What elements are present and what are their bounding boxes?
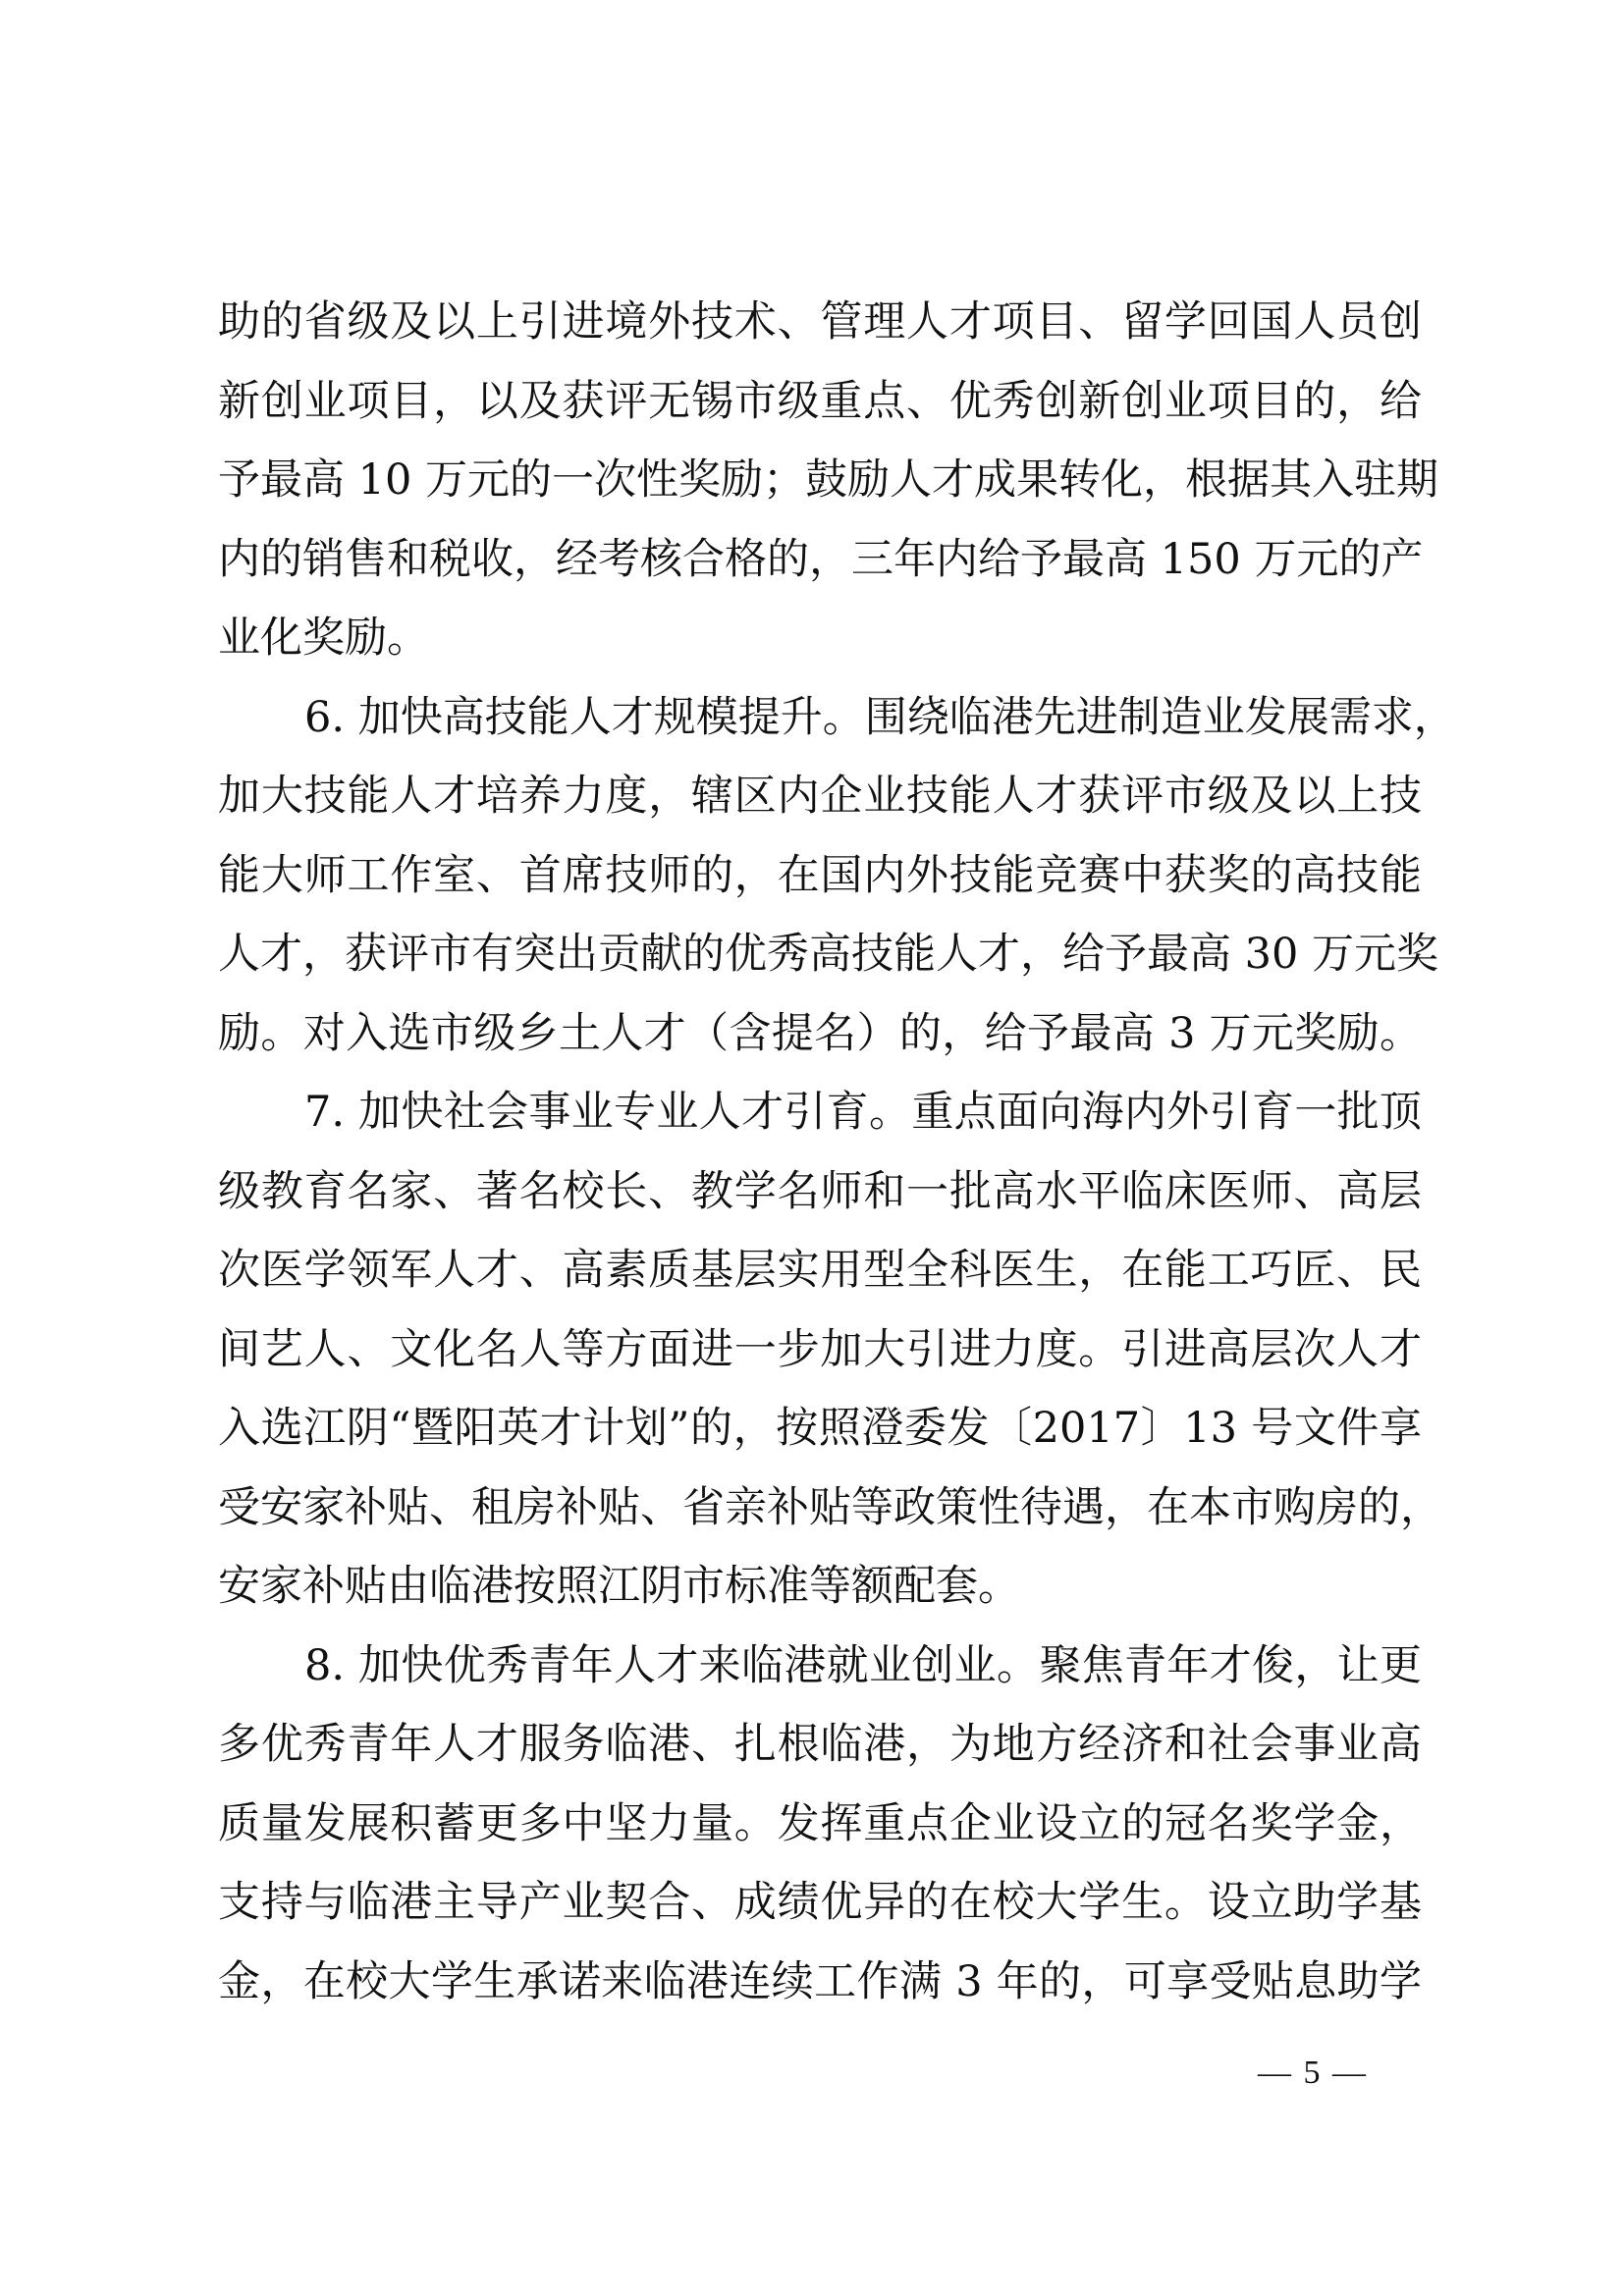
text-line: 金，在校大学生承诺来临港连续工作满 3 年的，可享受贴息助学 bbox=[218, 1956, 1422, 2006]
text-line: 质量发展积蓄更多中坚力量。发挥重点企业设立的冠名奖学金， bbox=[218, 1798, 1422, 1848]
text-line: 次医学领军人才、高素质基层实用型全科医生，在能工巧匠、民 bbox=[218, 1246, 1422, 1295]
text-line: 励。对入选市级乡土人才（含提名）的，给予最高 3 万元奖励。 bbox=[218, 1008, 1422, 1058]
text-line: 人才，获评市有突出贡献的优秀高技能人才，给予最高 30 万元奖 bbox=[218, 930, 1439, 979]
text-line: 加大技能人才培养力度，辖区内企业技能人才获评市级及以上技 bbox=[218, 772, 1422, 821]
text-line: 予最高 10 万元的一次性奖励；鼓励人才成果转化，根据其入驻期 bbox=[218, 455, 1439, 505]
text-line: 级教育名家、著名校长、教学名师和一批高水平临床医师、高层 bbox=[218, 1166, 1422, 1216]
paragraph-heading-line: 7. 加快社会事业专业人才引育。重点面向海内外引育一批顶 bbox=[304, 1088, 1422, 1137]
paragraph-8 bbox=[218, 1638, 1422, 2034]
text-line: 安家补贴由临港按照江阴市标准等额配套。 bbox=[218, 1562, 1020, 1611]
text-line: 支持与临港主导产业契合、成绩优异的在校大学生。设立助学基 bbox=[218, 1878, 1422, 1927]
paragraph-5-continued bbox=[218, 294, 1439, 690]
text-line: 多优秀青年人才服务临港、扎根临港，为地方经济和社会事业高 bbox=[218, 1720, 1422, 1769]
page-number: — 5 — bbox=[1258, 2055, 1368, 2091]
paragraph-heading-line: 6. 加快高技能人才规模提升。围绕临港先进制造业发展需求， bbox=[304, 692, 1456, 742]
text-line: 新创业项目，以及获评无锡市级重点、优秀创新创业项目的，给 bbox=[218, 376, 1422, 426]
text-line: 间艺人、文化名人等方面进一步加大引进力度。引进高层次人才 bbox=[218, 1324, 1422, 1374]
paragraph-heading-line: 8. 加快优秀青年人才来临港就业创业。聚焦青年才俊，让更 bbox=[304, 1640, 1422, 1690]
paragraph-7 bbox=[218, 1085, 1442, 1638]
text-line: 助的省级及以上引进境外技术、管理人才项目、留学回国人员创 bbox=[218, 297, 1422, 347]
text-line: 受安家补贴、租房补贴、省亲补贴等政策性待遇，在本市购房的， bbox=[218, 1482, 1442, 1532]
text-line: 内的销售和税收，经考核合格的，三年内给予最高 150 万元的产 bbox=[218, 534, 1424, 584]
text-line: 业化奖励。 bbox=[218, 614, 429, 663]
text-line: 入选江阴“暨阳英才计划”的，按照澄委发〔2017〕13 号文件享 bbox=[218, 1404, 1422, 1453]
body-text bbox=[218, 294, 1456, 2033]
paragraph-6 bbox=[218, 690, 1456, 1086]
text-line: 能大师工作室、首席技师的，在国内外技能竞赛中获奖的高技能 bbox=[218, 850, 1422, 900]
